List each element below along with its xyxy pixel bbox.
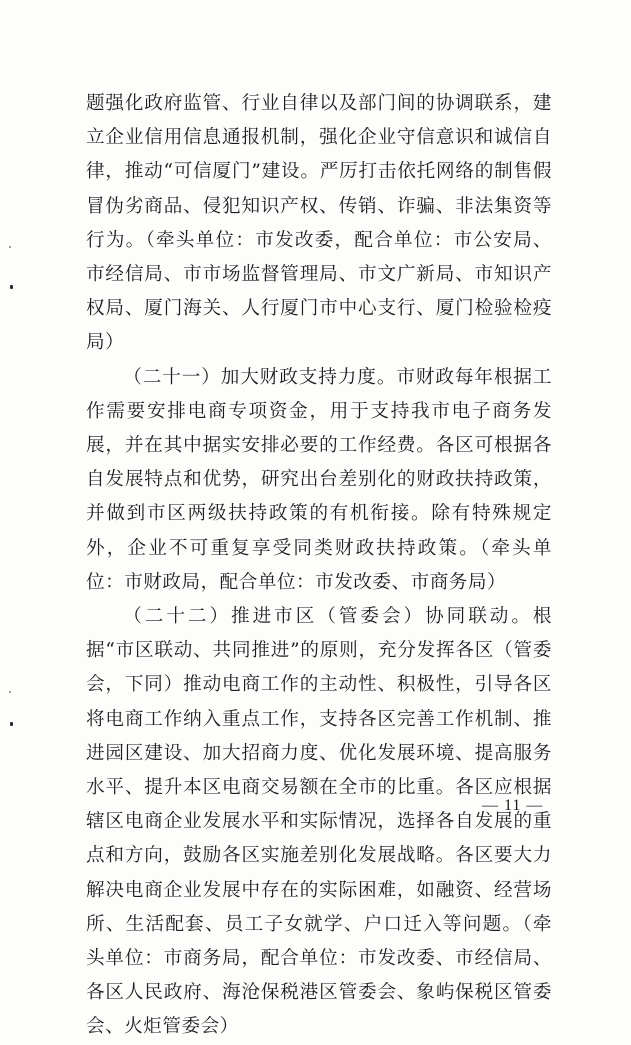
binding-mark <box>10 285 13 289</box>
binding-mark <box>9 246 11 248</box>
paragraph-22-district-coordination: （二十二）推进市区（管委会）协同联动。根据“市区联动、共同推进”的原则，充分发挥各区（管委会，下同）推动电商工作的主动性、积极性，引导各区将电商工作纳入重点工作，支持各区完善工作机制、推进园区建设、加大招商力度、优化发展环境、提高服务水平、提升本区电商交易额在全市的比重。各区应根据辖区电商企业发展水平和实际情况，选择各自发展的重点和方向，鼓励各区实施差别化发展战略。各区要大力解决电商企业发展中存在的实际困难，如融资、经营场所、生活配套、员工子女就学、户口迁入等问题。（牵头单位：市商务局，配合单位：市发改委、市经信局、各区人民政府、海沧保税港区管委会、象屿保税区管委会、火炬管委会） <box>86 606 552 1038</box>
binding-mark <box>9 691 11 693</box>
body-text <box>86 87 552 1045</box>
paragraph-21-fiscal-support: （二十一）加大财政支持力度。市财政每年根据工作需要安排电商专项资金，用于支持我市电子商务发展，并在其中据实安排必要的工作经费。各区可根据各自发展特点和优势，研究出台差别化的财政扶持政策，并做到市区两级扶持政策的有机衔接。除有特殊规定外，企业不可重复享受同类财政扶持政策。（牵头单位：市财政局，配合单位：市发改委、市商务局） <box>86 366 552 593</box>
paragraph-continued: 题强化政府监管、行业自律以及部门间的协调联系，建立企业信用信息通报机制，强化企业守信意识和诚信自律，推动“可信厦门”建设。严厉打击依托网络的制售假冒伪劣商品、侵犯知识产权、传销、诈骗、非法集资等行为。（牵头单位：市发改委，配合单位：市公安局、市经信局、市市场监督管理局、市文广新局、市知识产权局、厦门海关、人行厦门市中心支行、厦门检验检疫局） <box>86 93 552 354</box>
page-number: — 11 — <box>482 797 544 814</box>
binding-mark <box>10 722 13 726</box>
